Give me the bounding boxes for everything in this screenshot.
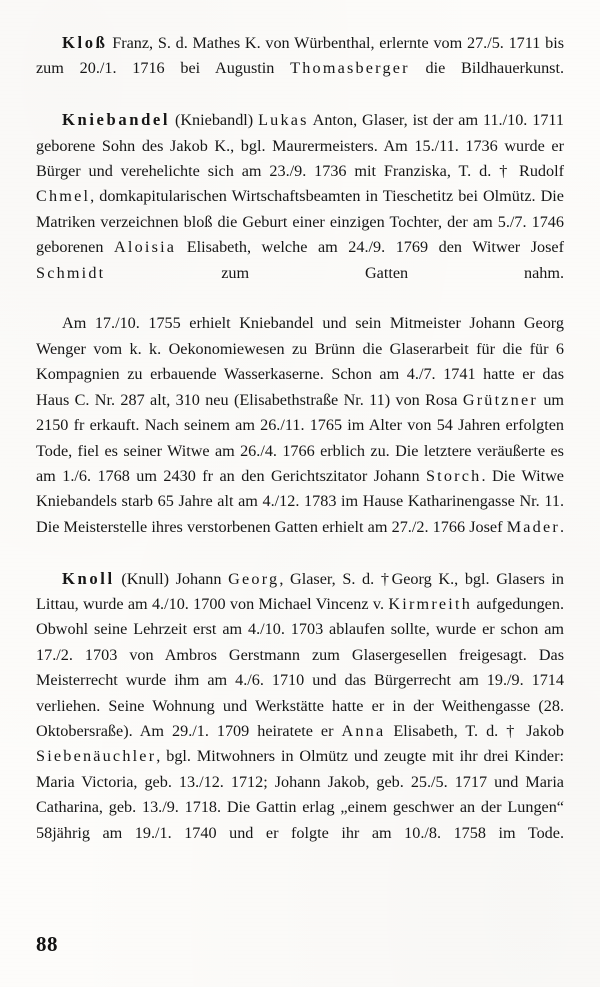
entry-headword: Knoll bbox=[62, 568, 115, 588]
entry-knoll: Knoll (Knull) Johann Georg, Glaser, S. d. †Georg K., bgl. Glasers in Littau, wurde am 4./10. 1700 von Michael Vincenz v. Kirmreith aufgedungen. Obwohl seine Lehrzeit erst am 4./10. 1703 ablaufen sollte, wurde er schon am 17./2. 1703 von Ambros Gerstmann zum Glasergesellen freigesagt. Das Meisterrecht wurde ihm am 4./6. 1710 und das Bürgerrecht am 19./9. 1714 verliehen. Seine Wohnung und Werkstätte hatte er in der Weithengasse (28. Oktobersraße). Am 29./1. 1709 heiratete er Anna Elisabeth, T. d. † Jakob Siebenäuchler, bgl. Mitwohners in Olmütz und zeugte mit ihr drei Kinder: Maria Victoria, geb. 13./12. 1712; Johann Jakob, geb. 25./5. 1717 und Maria Catharina, geb. 13./9. 1718. Die Gattin erlag „einem geschwer an der Lungen“ 58jährig am 19./1. 1740 und er folgte ihr am 10./8. 1758 im Tode. bbox=[36, 568, 565, 842]
page-number: 88 bbox=[36, 932, 58, 956]
person-name-georg: Georg bbox=[228, 569, 280, 588]
person-name-mader: Mader bbox=[506, 517, 560, 536]
person-name-storch: Storch bbox=[425, 466, 482, 485]
dagger-symbol: † bbox=[380, 569, 392, 588]
dagger-symbol: † bbox=[499, 162, 512, 181]
person-name-lukas: Lukas bbox=[258, 111, 309, 130]
entry-kniebandel-part1: Kniebandel (Kniebandl) Lukas Anton, Glaser, ist der am 11./10. 1711 geborene Sohn des Jakob K., bgl. Maurermeisters. Am 15./11. 1736 wurde er Bürger und verehelichte sich am 23./9. 1736 mit Franziska, T. d. † Rudolf Chmel, domkapitularischen Wirtschaftsbeamten in Tieschetitz bei Olmütz. Die Matriken verzeichnen bloß die Geburt einer einzigen Tochter, der am 5./7. 1746 geborenen Aloisia Elisabeth, welche am 24./9. 1769 den Witwer Josef Schmidt zum Gatten nahm. bbox=[36, 110, 565, 282]
dagger-symbol: † bbox=[506, 721, 519, 740]
entry-headword: Kniebandel bbox=[62, 110, 171, 130]
person-name-thomasberger: Thomasberger bbox=[290, 59, 410, 78]
person-name-aloisia: Aloisia bbox=[113, 238, 177, 257]
person-name-chmel: Chmel bbox=[36, 187, 91, 206]
person-name-kirmreith: Kirmreith bbox=[388, 594, 472, 613]
person-name-anna: Anna bbox=[341, 721, 386, 740]
text-column bbox=[36, 30, 564, 871]
person-name-siebenaeuchler: Siebenäuchler bbox=[36, 747, 157, 766]
person-name-gruetzner: Grützner bbox=[462, 390, 538, 409]
entry-kloss: Kloß Franz, S. d. Mathes K. von Würbenthal, erlernte vom 27./5. 1711 bis zum 20./1. 1716 bei Augustin Thomasberger die Bildhauerkunst. bbox=[36, 33, 565, 78]
entry-headword: Kloß bbox=[62, 33, 108, 52]
person-name-schmidt: Schmidt bbox=[36, 263, 106, 282]
entry-kniebandel-part2: Am 17./10. 1755 erhielt Kniebandel und sein Mitmeister Johann Georg Wenger vom k. k. Oekonomiewesen zu Brünn die Glaserarbeit für die für 6 Kompagnien zu erbauende Wasserkaserne. Schon am 4./7. 1741 hatte er das Haus C. Nr. 287 alt, 310 neu (Elisabethstraße Nr. 11) von Rosa Grützner um 2150 fr erkauft. Nach seinem am 26./11. 1765 im Alter von 54 Jahren erfolgten Tode, fiel es seiner Witwe am 26./4. 1766 erblich zu. Die letztere veräußerte es am 1./6. 1768 um 2430 fr an den Gerichtszitator Johann Storch. Die Witwe Kniebandels starb 65 Jahre alt am 4./12. 1783 im Hause Katharinengasse Nr. 11. Die Meisterstelle ihres verstorbenen Gatten erhielt am 27./2. 1766 Josef Mader. bbox=[36, 314, 565, 536]
